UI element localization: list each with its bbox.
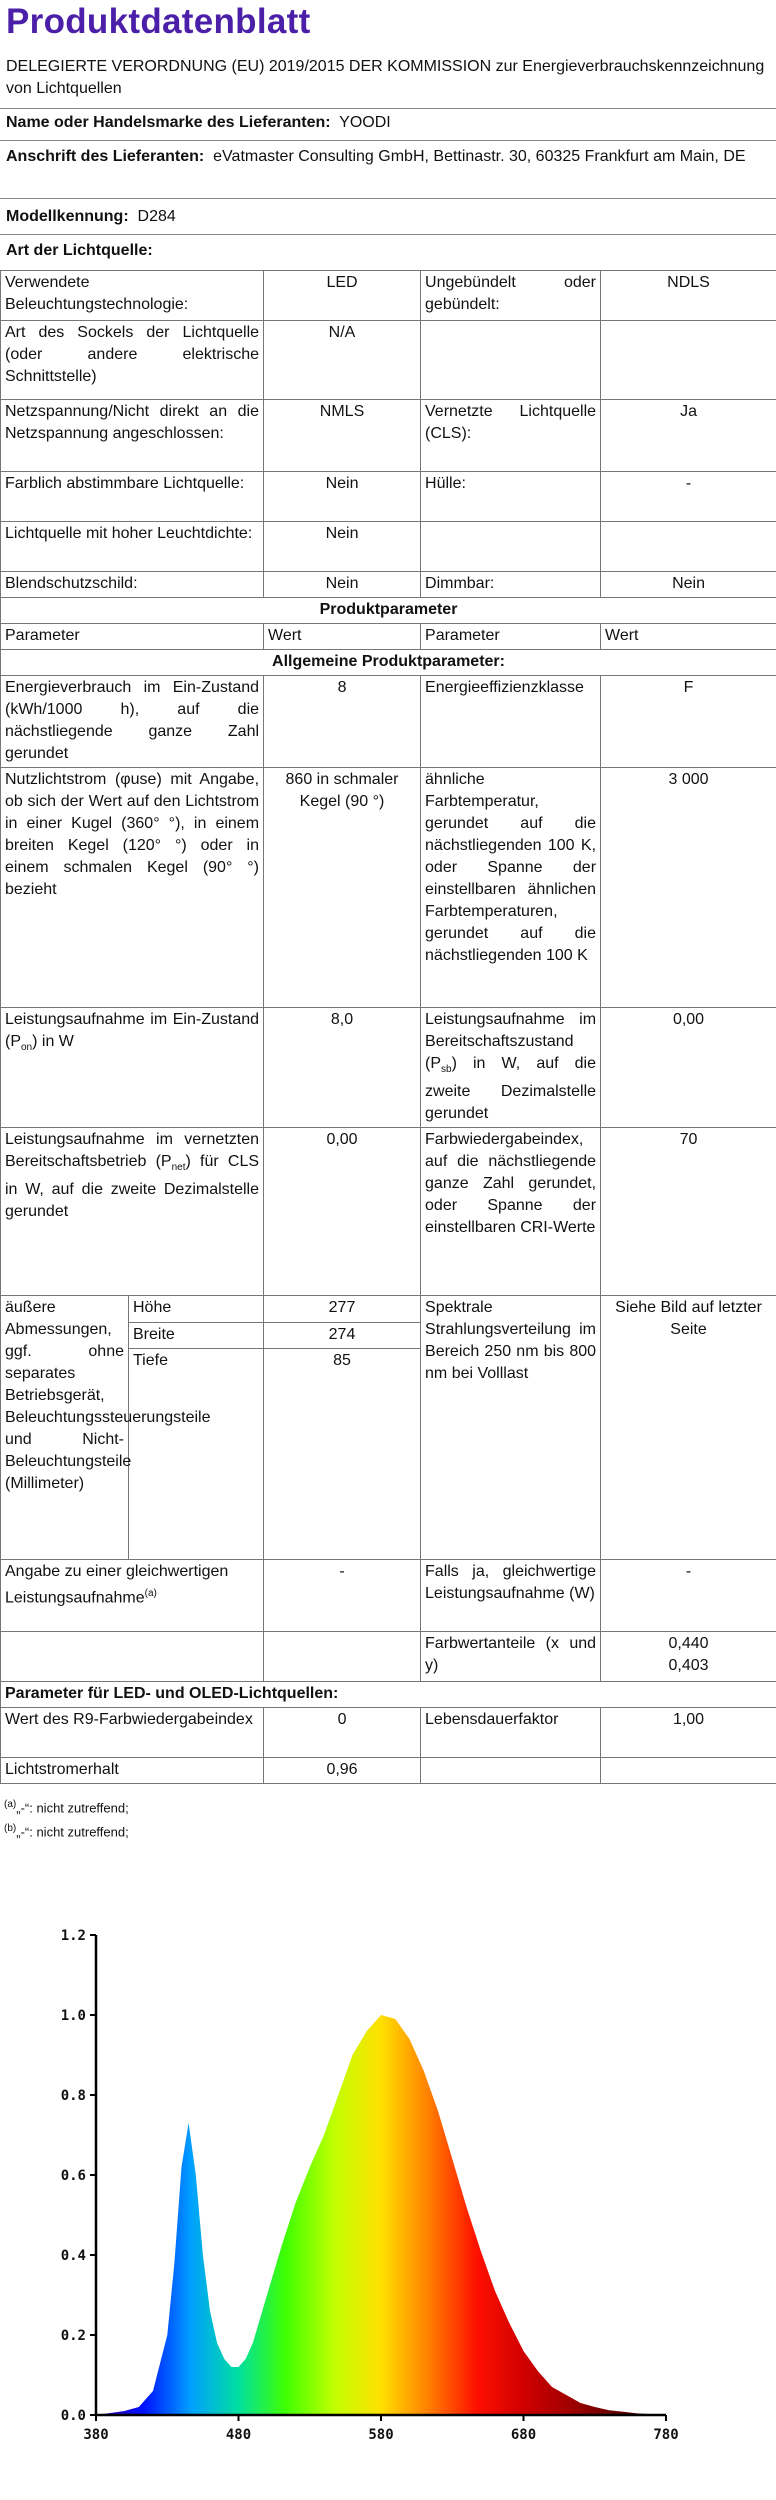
width-value: 274: [264, 1322, 421, 1348]
column-header-value: Wert: [601, 624, 776, 650]
high-luminance-value: Nein: [264, 522, 421, 572]
high-luminance-label: Lichtquelle mit hoher Leuchtdichte:: [1, 522, 264, 572]
r9-label: Wert des R9-Farbwiedergabeindex: [1, 1708, 264, 1758]
networked-standby-label: Leistungsaufnahme im vernetzten Bereitschaftsbetrieb $(P_{net})$ für CLS in W, auf die zweite Dezimalstelle gerundet: [1, 1128, 264, 1296]
on-mode-power-value: 8,0: [264, 1008, 421, 1128]
empty-cell: [601, 1758, 776, 1784]
table-row: [1, 271, 776, 321]
standby-power-label: Leistungsaufnahme im Bereitschaftszustand $(P_{sb})$ in W, auf die zweite Dezimalstelle gerundet: [421, 1008, 601, 1128]
supplier-line: [6, 112, 766, 134]
regulation-subtitle: DELEGIERTE VERORDNUNG (EU) 2019/2015 DER KOMMISSION zur Energieverbrauchskennzeichnung von Lichtquellen: [6, 58, 765, 97]
socket-label: Art des Sockels der Lichtquelle (oder andere elektrische Schnittstelle): [1, 321, 264, 400]
survival-factor-value: 1,00: [601, 1708, 776, 1758]
empty-cell: [421, 522, 601, 572]
standby-power-value: 0,00: [601, 1008, 776, 1128]
energy-consumption-value: 8: [264, 676, 421, 768]
cri-label: Farbwiedergabeindex, auf die nächstliegende ganze Zahl gerundet, oder Spanne der einstellbaren CRI-Werte: [421, 1128, 601, 1296]
survival-factor-label: Lebensdauerfaktor: [421, 1708, 601, 1758]
spectrum-area: [96, 2015, 666, 2415]
column-header-parameter: Parameter: [421, 624, 601, 650]
envelope-value: -: [601, 472, 776, 522]
tunable-label: Farblich abstimmbare Lichtquelle:: [1, 472, 264, 522]
dimensions-label: äußere Abmessungen, ggf. ohne separates Betriebsgerät, Beleuchtungssteuerungsteile und Nicht-Beleuchtungsteile (Millimeter): [1, 1296, 129, 1560]
table-row: [1, 522, 776, 572]
glare-label: Blendschutzschild:: [1, 572, 264, 598]
x-tick-label: 580: [368, 2427, 394, 2443]
footnote-b: $^{(b)}$„-“: nicht zutreffend;: [4, 1823, 129, 1840]
product-parameters-heading: Produktparameter: [1, 598, 776, 624]
table-row: [1, 624, 776, 650]
led-parameters-heading: Parameter für LED- und OLED-Lichtquellen:: [1, 1682, 776, 1708]
tech-label: Verwendete Beleuchtungstechnologie:: [1, 271, 264, 321]
spectral-distribution-label: Spektrale Strahlungsverteilung im Bereich 250 nm bis 800 nm bei Volllast: [421, 1296, 601, 1560]
color-temperature-value: 3 000: [601, 768, 776, 1008]
dimmable-value: Nein: [601, 572, 776, 598]
light-source-type-heading: Art der Lichtquelle:: [6, 242, 153, 259]
y-tick-label: 0.2: [60, 2328, 86, 2344]
spectral-distribution-chart: [30, 1915, 700, 2455]
r9-value: 0: [264, 1708, 421, 1758]
equivalent-power-watt-value: -: [601, 1560, 776, 1632]
mains-label: Netzspannung/Nicht direkt an die Netzspannung angeschlossen:: [1, 400, 264, 472]
on-mode-power-label: Leistungsaufnahme im Ein-Zustand $(P_{on})$ in W: [1, 1008, 264, 1128]
table-row: [1, 1682, 776, 1708]
equivalent-power-label: Angabe zu einer gleichwertigen Leistungsaufnahme$^{(a)}$: [1, 1560, 264, 1632]
table-row: [1, 1296, 776, 1322]
cls-value: Ja: [601, 400, 776, 472]
cri-value: 70: [601, 1128, 776, 1296]
width-label: Breite: [129, 1322, 264, 1348]
cls-label: Vernetzte Lichtquelle (CLS):: [421, 400, 601, 472]
luminous-flux-label: Nutzlichtstrom (φuse) mit Angabe, ob sich der Wert auf den Lichtstrom in einer Kugel (360° °), in einem breiten Kegel (120° °) oder in einem schmalen Kegel (90° °) bezieht: [1, 768, 264, 1008]
table-row: [1, 1560, 776, 1632]
empty-cell: [1, 1632, 264, 1682]
address-value: eVatmaster Consulting GmbH, Bettinastr. 30, 60325 Frankfurt am Main, DE: [213, 148, 746, 165]
table-row: [1, 598, 776, 624]
y-tick-label: 0.0: [60, 2408, 86, 2424]
table-row: [1, 321, 776, 400]
socket-value: N/A: [264, 321, 421, 400]
empty-cell: [601, 522, 776, 572]
table-row: [1, 1758, 776, 1784]
spectral-distribution-value: Siehe Bild auf letzter Seite: [601, 1296, 776, 1560]
luminous-flux-value: 860 in schmaler Kegel (90 °): [264, 768, 421, 1008]
column-header-value: Wert: [264, 624, 421, 650]
lumen-maintenance-label: Lichtstromerhalt: [1, 1758, 264, 1784]
address-label: Anschrift des Lieferanten:: [6, 148, 205, 165]
table-row: [1, 472, 776, 522]
color-temperature-label: ähnliche Farbtemperatur, gerundet auf die nächstliegenden 100 K, oder Spanne der einstellbaren ähnlichen Farbtemperaturen, gerundet auf die nächstliegenden 100 K: [421, 768, 601, 1008]
lumen-maintenance-value: 0,96: [264, 1758, 421, 1784]
networked-standby-value: 0,00: [264, 1128, 421, 1296]
depth-label: Tiefe: [129, 1348, 264, 1559]
table-row: [1, 1708, 776, 1758]
divider: [0, 198, 776, 199]
bundle-label: Ungebündelt oder gebündelt:: [421, 271, 601, 321]
divider: [0, 234, 776, 235]
equivalent-power-value: -: [264, 1560, 421, 1632]
height-value: 277: [264, 1296, 421, 1322]
model-line: [6, 206, 766, 228]
glare-value: Nein: [264, 572, 421, 598]
x-tick-label: 680: [510, 2427, 537, 2443]
energy-class-value: F: [601, 676, 776, 768]
tech-value: LED: [264, 271, 421, 321]
chromaticity-value: 0,440 0,403: [601, 1632, 776, 1682]
table-row: [1, 1632, 776, 1682]
x-tick-label: 780: [653, 2427, 679, 2443]
energy-class-label: Energieeffizienzklasse: [421, 676, 601, 768]
footnote-a: $^{(a)}$„-“: nicht zutreffend;: [4, 1799, 129, 1816]
table-row: [1, 1128, 776, 1296]
general-parameters-heading: Allgemeine Produktparameter:: [1, 650, 776, 676]
envelope-label: Hülle:: [421, 472, 601, 522]
empty-cell: [421, 1758, 601, 1784]
table-row: [1, 768, 776, 1008]
height-label: Höhe: [129, 1296, 264, 1322]
divider: [0, 140, 776, 141]
table-row: [1, 1008, 776, 1128]
depth-value: 85: [264, 1348, 421, 1559]
empty-cell: [264, 1632, 421, 1682]
chromaticity-label: Farbwertanteile (x und y): [421, 1632, 601, 1682]
model-label: Modellkennung:: [6, 208, 129, 225]
bundle-value: NDLS: [601, 271, 776, 321]
mains-value: NMLS: [264, 400, 421, 472]
equivalent-power-watt-label: Falls ja, gleichwertige Leistungsaufnahme (W): [421, 1560, 601, 1632]
address-line: [6, 146, 766, 168]
y-tick-label: 0.6: [60, 2168, 86, 2184]
energy-consumption-label: Energieverbrauch im Ein-Zustand (kWh/1000 h), auf die nächstliegende ganze Zahl gerundet: [1, 676, 264, 768]
table-row: [1, 676, 776, 768]
dimmable-label: Dimmbar:: [421, 572, 601, 598]
supplier-label: Name oder Handelsmarke des Lieferanten:: [6, 114, 331, 131]
y-tick-label: 0.8: [60, 2088, 86, 2104]
empty-cell: [601, 321, 776, 400]
supplier-value: YOODI: [339, 114, 391, 131]
column-header-parameter: Parameter: [1, 624, 264, 650]
table-row: [1, 650, 776, 676]
empty-cell: [421, 321, 601, 400]
y-tick-label: 1.0: [60, 2008, 86, 2024]
table-row: [1, 572, 776, 598]
x-tick-label: 380: [83, 2427, 109, 2443]
y-tick-label: 1.2: [60, 1928, 86, 1944]
page-title: Produktdatenblatt: [6, 2, 311, 41]
data-table: [0, 270, 776, 1784]
divider: [0, 108, 776, 109]
model-value: D284: [137, 208, 176, 225]
x-tick-label: 480: [225, 2427, 252, 2443]
tunable-value: Nein: [264, 472, 421, 522]
table-row: [1, 400, 776, 472]
y-tick-label: 0.4: [60, 2248, 86, 2264]
